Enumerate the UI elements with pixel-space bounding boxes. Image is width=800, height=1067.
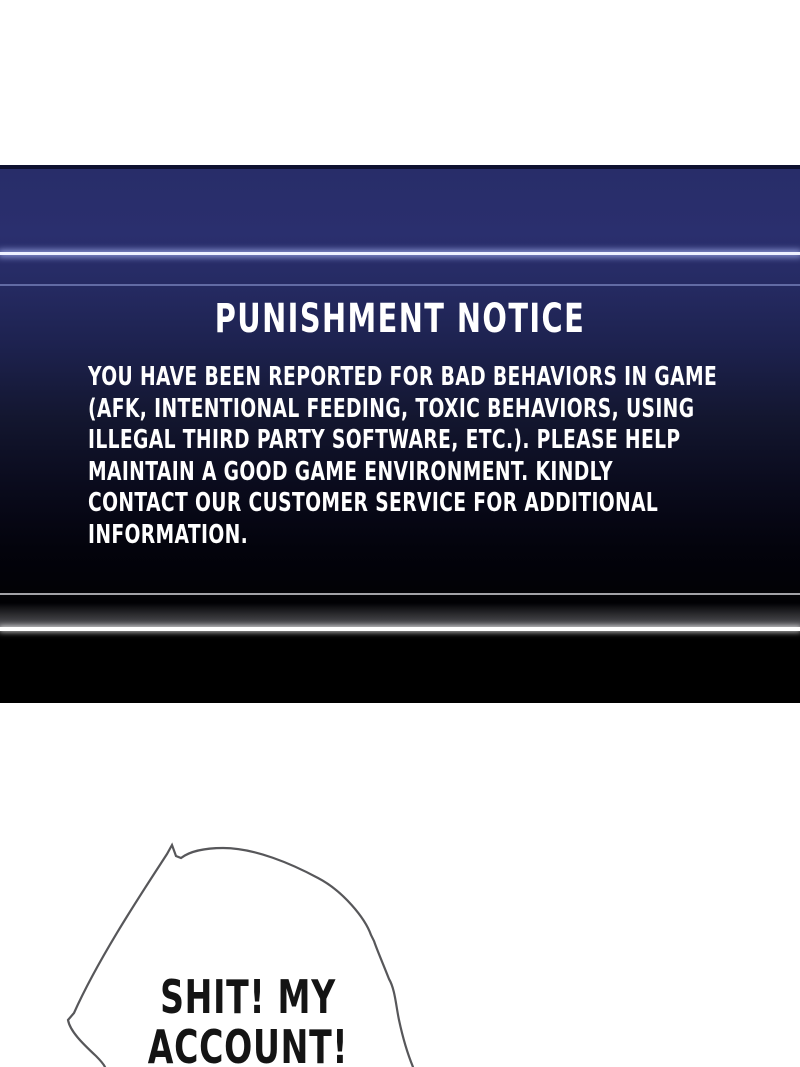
notice-body-line: YOU HAVE BEEN REPORTED FOR BAD BEHAVIORS IN GAME bbox=[88, 362, 718, 392]
notice-body-line: INFORMATION. bbox=[88, 519, 249, 550]
panel-shine-line-upper bbox=[0, 252, 800, 255]
panel-bottom-highlight-line bbox=[0, 627, 800, 631]
bubble-text-line: ACCOUNT! bbox=[147, 1020, 349, 1067]
notice-body bbox=[88, 362, 718, 551]
punishment-notice-panel bbox=[0, 165, 800, 703]
panel-shine-line-gray bbox=[0, 593, 800, 595]
panel-glow-band bbox=[0, 603, 800, 627]
notice-body-line: ILLEGAL THIRD PARTY SOFTWARE, ETC.). PLEASE HELP bbox=[88, 425, 681, 455]
notice-body-line: MAINTAIN A GOOD GAME ENVIRONMENT. KINDLY bbox=[88, 456, 613, 487]
panel-shine-line-faint bbox=[0, 284, 800, 286]
speech-bubble-text bbox=[129, 972, 367, 1067]
notice-title: PUNISHMENT NOTICE bbox=[214, 296, 586, 342]
notice-body-line: (AFK, INTENTIONAL FEEDING, TOXIC BEHAVIORS, USING bbox=[88, 393, 695, 424]
bubble-text-line: SHIT! MY bbox=[160, 970, 336, 1024]
notice-body-line: CONTACT OUR CUSTOMER SERVICE FOR ADDITIONAL bbox=[88, 488, 659, 518]
